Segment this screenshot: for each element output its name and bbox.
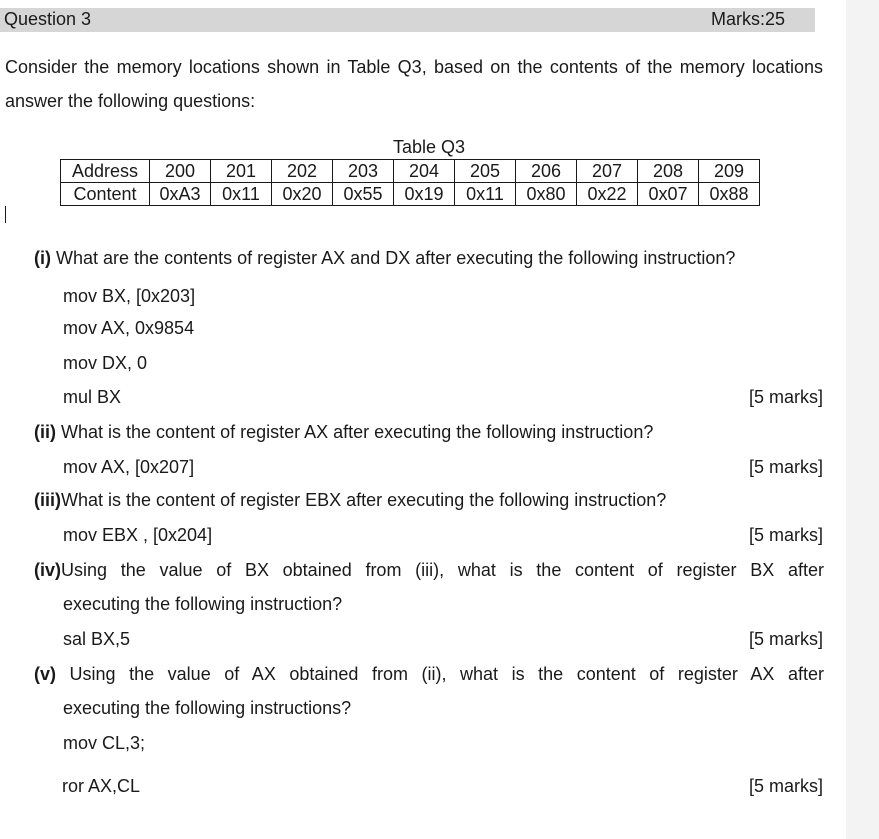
question-label: (iii) [34,490,61,510]
content-cell: 0xA3 [150,183,211,206]
address-cell: 202 [272,160,333,183]
address-row [61,160,760,183]
question-label: (i) [34,248,51,268]
address-cell: 209 [699,160,760,183]
address-cell: 204 [394,160,455,183]
question-ii [34,422,824,443]
address-cell: 203 [333,160,394,183]
marks-label: [5 marks] [748,457,823,477]
code-line: mov AX, [0x207] [63,457,195,477]
marks-label: [5 marks] [748,525,823,545]
code-line: ror AX,CL [62,776,141,796]
code-line: mov BX, [0x203] [63,286,196,306]
marks-label: [5 marks] [748,629,823,649]
question-i [34,248,824,269]
question-label: (ii) [34,422,56,442]
right-sidebar [846,0,879,839]
question-iii [34,490,824,511]
code-line: mov DX, 0 [63,353,148,373]
address-header: Address [61,160,150,183]
question-iv [34,560,824,581]
content-cell: 0x19 [394,183,455,206]
address-cell: 207 [577,160,638,183]
code-line: mul BX [63,387,122,407]
question-text-continued: executing the following instructions? [63,698,352,718]
content-cell: 0x22 [577,183,638,206]
content-row [61,183,760,206]
code-line: sal BX,5 [63,629,131,649]
content-cell: 0x07 [638,183,699,206]
question-title: Question 3 [4,9,92,29]
address-cell: 200 [150,160,211,183]
intro-paragraph: Consider the memory locations shown in Table Q3, based on the contents of the memory locations answer the following questions: [5,57,823,111]
marks-label: [5 marks] [748,776,823,796]
content-cell: 0x55 [333,183,394,206]
content-cell: 0x88 [699,183,760,206]
question-text: What is the content of register AX after executing the following instruction? [61,422,654,442]
address-cell: 206 [516,160,577,183]
question-text-continued: executing the following instruction? [63,594,343,614]
question-text: What is the content of register EBX after executing the following instruction? [61,490,667,510]
table-caption: Table Q3 [393,137,466,157]
code-line: mov CL,3; [63,733,146,753]
address-cell: 208 [638,160,699,183]
content-header: Content [61,183,150,206]
address-cell: 205 [455,160,516,183]
question-label: (v) [34,664,56,684]
code-line: mov AX, 0x9854 [63,318,195,338]
content-cell: 0x20 [272,183,333,206]
content-cell: 0x11 [455,183,516,206]
question-text: Using the value of AX obtained from (ii), what is the content of register AX after [69,664,824,684]
marks-label: [5 marks] [748,387,823,407]
question-header [0,8,815,32]
memory-table [60,159,760,206]
question-label: (iv) [34,560,61,580]
content-cell: 0x80 [516,183,577,206]
address-cell: 201 [211,160,272,183]
question-text: Using the value of BX obtained from (iii), what is the content of register BX after [61,560,824,580]
text-cursor [5,206,6,223]
question-text: What are the contents of register AX and DX after executing the following instruction? [56,248,736,268]
content-cell: 0x11 [211,183,272,206]
question-marks: Marks:25 [710,9,785,29]
question-v [34,664,824,685]
code-line: mov EBX , [0x204] [63,525,213,545]
